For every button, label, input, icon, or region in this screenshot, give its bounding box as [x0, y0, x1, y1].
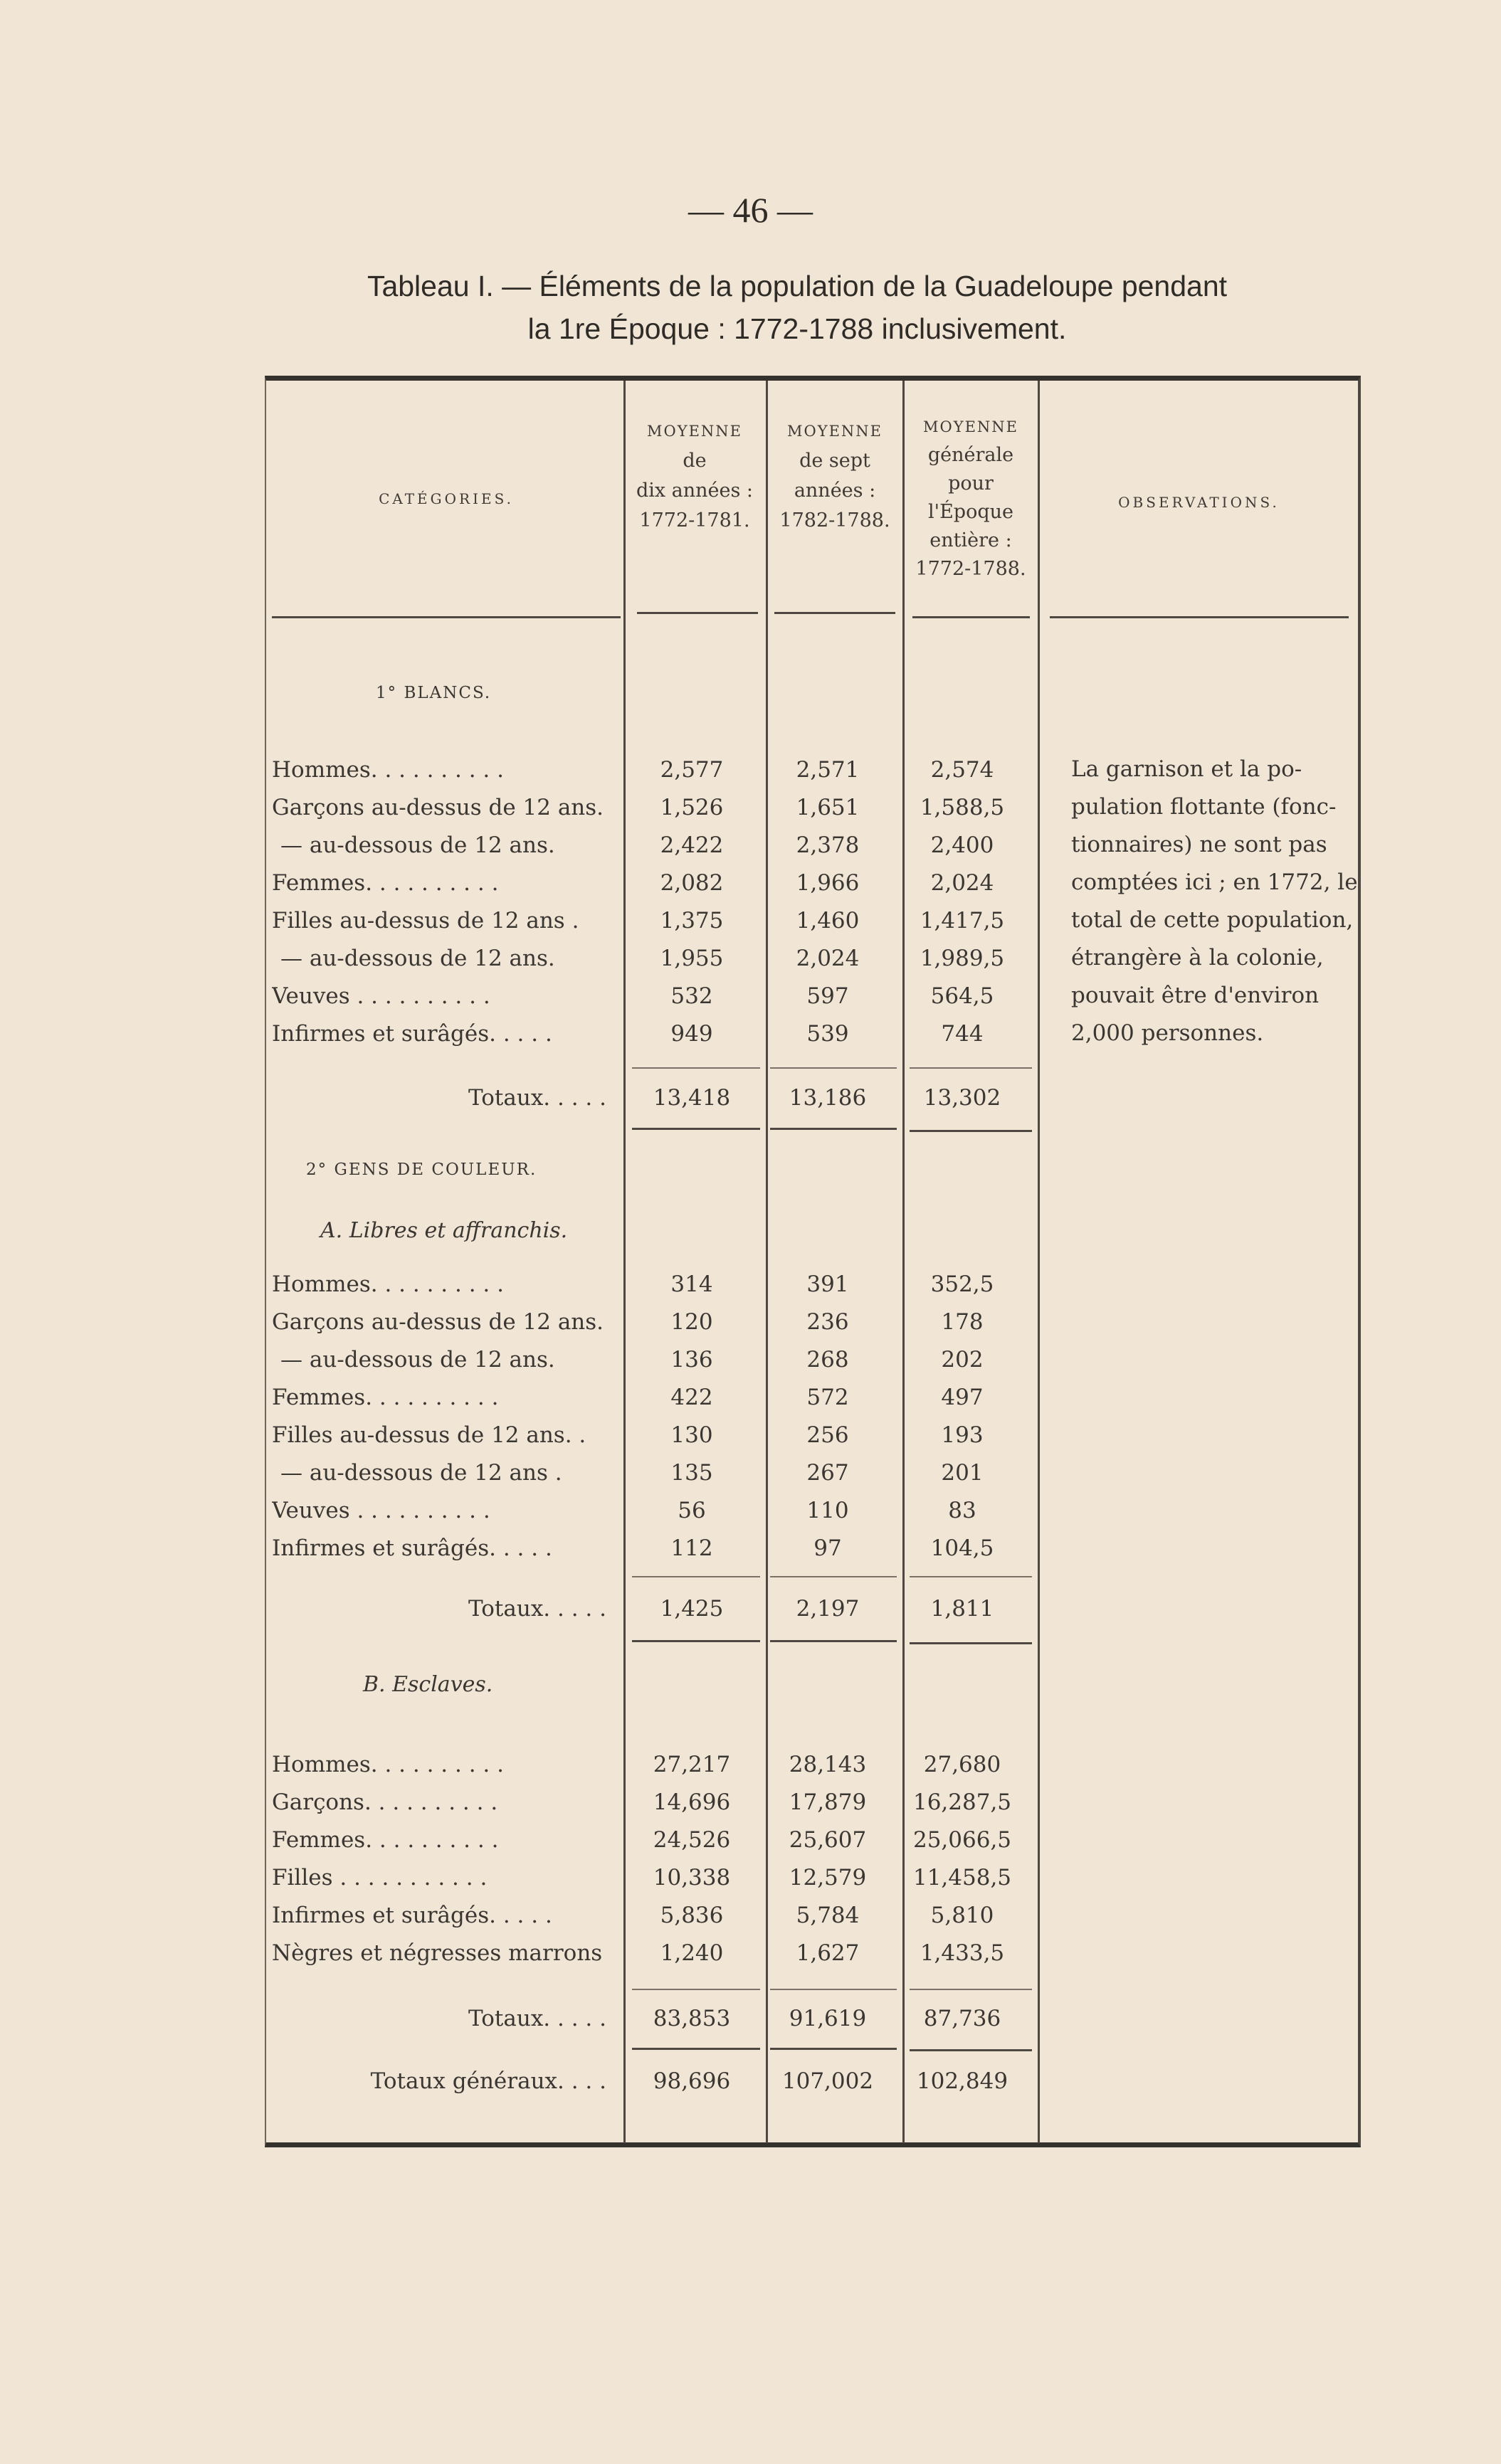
subsection-esclaves: B. Esclaves.: [363, 1672, 493, 1697]
value-cell: 25,066,5: [912, 1827, 1012, 1853]
value-cell: 1,417,5: [920, 908, 1005, 934]
value-cell: 104,5: [930, 1535, 994, 1561]
value-cell: 27,680: [923, 1752, 1001, 1777]
total-rule: [770, 1128, 897, 1130]
value-cell: 572: [806, 1385, 849, 1410]
value-cell: 16,287,5: [912, 1789, 1012, 1815]
value-cell: 2,400: [930, 832, 994, 858]
subtotal-rule: [770, 1989, 897, 1990]
value-cell: 267: [806, 1460, 849, 1486]
observation-line: tionnaires) ne sont pas: [1071, 832, 1327, 857]
subsection-libres: A. Libres et affranchis.: [320, 1218, 568, 1243]
subtotal-rule: [632, 1989, 760, 1990]
total-row: [272, 2001, 1354, 2036]
title-line-2: la 1re Époque : 1772-1788 inclusivement.: [527, 312, 1067, 345]
value-cell: 597: [806, 983, 849, 1009]
row-label: Infirmes et surâgés. . . . .: [272, 1903, 552, 1928]
table-row: [272, 1530, 1354, 1566]
value-cell: 1,811: [930, 1596, 994, 1622]
row-label: Garçons au-dessus de 12 ans.: [272, 1309, 604, 1335]
header-col3: MOYENNE générale pour l'Époque entière : 1772-1788.: [915, 418, 1026, 580]
observation-line: pouvait être d'environ: [1071, 983, 1320, 1008]
value-cell: 1,526: [660, 795, 724, 820]
observation-line: comptées ici ; en 1772, le: [1071, 869, 1358, 895]
table-row: [272, 1935, 1354, 1971]
row-label: Hommes. . . . . . . . . .: [272, 1271, 504, 1297]
value-cell: 11,458,5: [912, 1865, 1012, 1891]
value-cell: 1,966: [796, 870, 860, 896]
row-label: — au-dessous de 12 ans .: [280, 1460, 562, 1486]
subtotal-rule: [632, 1067, 760, 1069]
subtotal-rule: [770, 1067, 897, 1069]
value-cell: 1,955: [660, 946, 724, 971]
value-cell: 107,002: [781, 2068, 874, 2094]
value-cell: 268: [806, 1347, 849, 1373]
value-cell: 27,217: [653, 1752, 731, 1777]
total-rule: [632, 1128, 760, 1130]
subtotal-rule: [910, 1067, 1032, 1069]
row-label: Infirmes et surâgés. . . . .: [272, 1021, 552, 1047]
value-cell: 391: [806, 1271, 849, 1297]
value-cell: 2,024: [796, 946, 860, 971]
header-rule: [637, 612, 758, 614]
value-cell: 130: [670, 1422, 713, 1448]
value-cell: 564,5: [930, 983, 994, 1009]
row-label: Filles . . . . . . . . . . .: [272, 1865, 488, 1891]
value-cell: 2,422: [660, 832, 724, 858]
total-rule: [770, 1640, 897, 1642]
value-cell: 1,588,5: [920, 795, 1005, 820]
observation-line: total de cette population,: [1071, 907, 1354, 933]
total-rule: [910, 2049, 1032, 2051]
total-rule: [910, 1130, 1032, 1132]
total-row: [272, 1080, 1354, 1116]
subtotal-rule: [770, 1576, 897, 1577]
row-label: Hommes. . . . . . . . . .: [272, 757, 504, 783]
total-row: [272, 1591, 1354, 1627]
row-label: Totaux. . . . .: [468, 1085, 606, 1111]
table-row: [272, 1784, 1354, 1820]
table-title: [270, 265, 1324, 350]
value-cell: 110: [806, 1498, 849, 1523]
value-cell: 91,619: [789, 2006, 867, 2031]
row-label: Hommes. . . . . . . . . .: [272, 1752, 504, 1777]
value-cell: 2,082: [660, 870, 724, 896]
subtotal-rule: [910, 1989, 1032, 1990]
row-label: — au-dessous de 12 ans.: [280, 946, 555, 971]
table-row: [272, 1822, 1354, 1858]
value-cell: 112: [670, 1535, 713, 1561]
value-cell: 1,460: [796, 908, 860, 934]
value-cell: 2,378: [796, 832, 860, 858]
value-cell: 2,571: [796, 757, 860, 783]
value-cell: 1,240: [660, 1940, 724, 1966]
table-row: [272, 1860, 1354, 1895]
value-cell: 497: [941, 1385, 984, 1410]
subtotal-rule: [910, 1576, 1032, 1577]
value-cell: 744: [941, 1021, 984, 1047]
value-cell: 13,186: [789, 1085, 867, 1111]
total-rule: [632, 1640, 760, 1642]
value-cell: 83: [948, 1498, 976, 1523]
value-cell: 56: [678, 1498, 706, 1523]
value-cell: 949: [670, 1021, 713, 1047]
row-label: Femmes. . . . . . . . . .: [272, 1385, 499, 1410]
value-cell: 1,627: [796, 1940, 860, 1966]
value-cell: 539: [806, 1021, 849, 1047]
row-label: Totaux généraux. . . .: [370, 2068, 606, 2094]
value-cell: 13,302: [923, 1085, 1001, 1111]
row-label: Totaux. . . . .: [468, 2006, 606, 2031]
grand-total-row: [272, 2063, 1354, 2099]
header-observations: OBSERVATIONS.: [1118, 494, 1280, 511]
value-cell: 2,577: [660, 757, 724, 783]
header-col2: MOYENNE de sept années : 1782-1788.: [779, 423, 890, 532]
row-label: Filles au-dessus de 12 ans. .: [272, 1422, 586, 1448]
header-rule: [912, 616, 1030, 618]
value-cell: 532: [670, 983, 713, 1009]
table-row: [272, 1455, 1354, 1491]
row-label: Garçons au-dessus de 12 ans.: [272, 795, 604, 820]
table-row: [272, 1380, 1354, 1415]
table-row: [272, 1898, 1354, 1933]
value-cell: 1,651: [796, 795, 860, 820]
value-cell: 24,526: [653, 1827, 731, 1853]
observation-line: étrangère à la colonie,: [1071, 945, 1324, 971]
value-cell: 314: [670, 1271, 713, 1297]
value-cell: 1,375: [660, 908, 724, 934]
value-cell: 178: [941, 1309, 984, 1335]
title-line-1: Tableau I. — Éléments de la population de la Guadeloupe pendant: [367, 270, 1228, 302]
value-cell: 136: [670, 1347, 713, 1373]
value-cell: 1,989,5: [920, 946, 1005, 971]
header-rule: [774, 612, 895, 614]
value-cell: 12,579: [789, 1865, 867, 1891]
value-cell: 17,879: [789, 1789, 867, 1815]
row-label: — au-dessous de 12 ans.: [280, 1347, 555, 1373]
row-label: Garçons. . . . . . . . . .: [272, 1789, 498, 1815]
header-col1: MOYENNE de dix années : 1772-1781.: [636, 423, 754, 532]
value-cell: 10,338: [653, 1865, 731, 1891]
value-cell: 201: [941, 1460, 984, 1486]
value-cell: 256: [806, 1422, 849, 1448]
value-cell: 1,433,5: [920, 1940, 1005, 1966]
value-cell: 202: [941, 1347, 984, 1373]
subtotal-rule: [632, 1576, 760, 1577]
section-blancs: 1° BLANCS.: [376, 684, 492, 702]
header-rule: [272, 616, 621, 618]
value-cell: 135: [670, 1460, 713, 1486]
row-label: Veuves . . . . . . . . . .: [272, 983, 490, 1009]
value-cell: 236: [806, 1309, 849, 1335]
table-row: [272, 1304, 1354, 1340]
value-cell: 14,696: [653, 1789, 731, 1815]
table-row: [272, 1747, 1354, 1782]
value-cell: 2,197: [796, 1596, 860, 1622]
value-cell: 5,784: [796, 1903, 860, 1928]
observations-note: [1071, 751, 1356, 1052]
value-cell: 87,736: [923, 2006, 1001, 2031]
observation-line: pulation flottante (fonc-: [1071, 794, 1337, 820]
value-cell: 5,836: [660, 1903, 724, 1928]
section-gens-de-couleur: 2° GENS DE COULEUR.: [306, 1160, 537, 1179]
value-cell: 1,425: [660, 1596, 724, 1622]
value-cell: 97: [813, 1535, 842, 1561]
row-label: — au-dessous de 12 ans.: [280, 832, 555, 858]
row-label: Filles au-dessus de 12 ans .: [272, 908, 579, 934]
observation-line: 2,000 personnes.: [1071, 1020, 1264, 1046]
observation-line: La garnison et la po-: [1071, 756, 1302, 782]
value-cell: 2,024: [930, 870, 994, 896]
row-label: Totaux. . . . .: [468, 1596, 606, 1622]
value-cell: 83,853: [653, 2006, 731, 2031]
header-rule: [1050, 616, 1349, 618]
value-cell: 120: [670, 1309, 713, 1335]
row-label: Nègres et négresses marrons: [272, 1940, 603, 1966]
row-label: Femmes. . . . . . . . . .: [272, 870, 499, 896]
value-cell: 422: [670, 1385, 713, 1410]
value-cell: 352,5: [930, 1271, 994, 1297]
header-categories: CATÉGORIES.: [379, 490, 514, 507]
row-label: Infirmes et surâgés. . . . .: [272, 1535, 552, 1561]
table-row: [272, 1267, 1354, 1302]
value-cell: 98,696: [653, 2068, 731, 2094]
value-cell: 193: [941, 1422, 984, 1448]
table-row: [272, 1417, 1354, 1453]
value-cell: 25,607: [789, 1827, 867, 1853]
value-cell: 2,574: [930, 757, 994, 783]
total-rule: [770, 2048, 897, 2050]
row-label: Femmes. . . . . . . . . .: [272, 1827, 499, 1853]
table-row: [272, 1342, 1354, 1378]
page-number: — 46 —: [688, 190, 813, 230]
table-row: [272, 1493, 1354, 1528]
value-cell: 102,849: [916, 2068, 1008, 2094]
total-rule: [910, 1642, 1032, 1644]
value-cell: 28,143: [789, 1752, 867, 1777]
row-label: Veuves . . . . . . . . . .: [272, 1498, 490, 1523]
value-cell: 13,418: [653, 1085, 731, 1111]
total-rule: [632, 2048, 760, 2050]
value-cell: 5,810: [930, 1903, 994, 1928]
